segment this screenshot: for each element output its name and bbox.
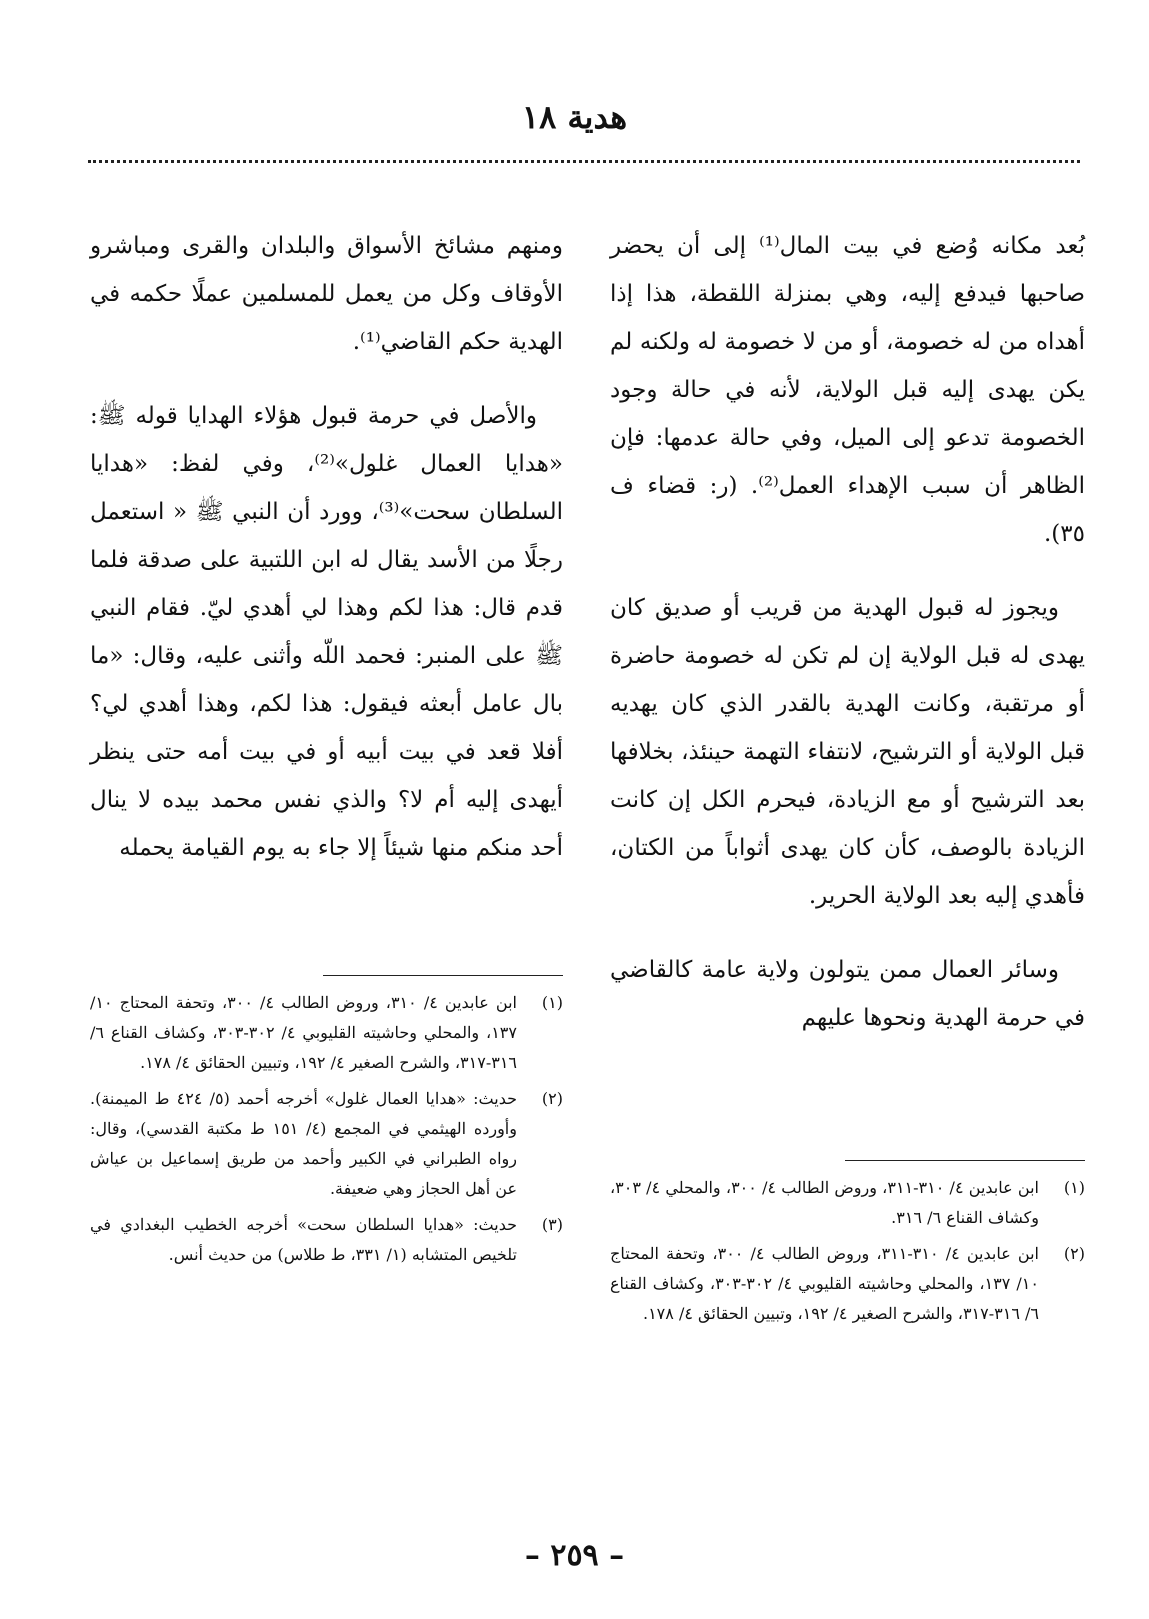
right-paragraph-1: بُعد مكانه وُضع في بيت المال⁽¹⁾ إلى أن يحضر صاحبها فيدفع إليه، وهي بمنزلة اللقطة، هذا إذا أهداه من له خصومة، أو من لا خصومة له ولكنه لم يكن يهدى إليه قبل الولاية، لأنه في حالة وجود الخصومة تدعو إلى الميل، وفي حالة عدمها: فإن الظاهر أن سبب الإهداء العمل⁽²⁾. (ر: قضاء ف ٣٥). — [610, 233, 1086, 547]
footnote — [90, 988, 563, 1078]
right-paragraph-3: وسائر العمال ممن يتولون ولاية عامة كالقاضي في حرمة الهدية ونحوها عليهم — [610, 957, 1085, 1031]
left-text-column — [90, 222, 563, 898]
right-text-column — [610, 222, 1085, 1068]
right-paragraph-2: ويجوز له قبول الهدية من قريب أو صديق كان يهدى له قبل الولاية إن لم تكن له خصومة حاضرة أو مرتقبة، وكانت الهدية بالقدر الذي كان يهديه قبل الولاية أو الترشيح، لانتفاء التهمة حينئذ، بخلافها بعد الترشيح أو مع الزيادة، فيحرم الكل إن كانت الزيادة بالوصف، كأن كان يهدى أثواباً من الكتان، فأهدي إليه بعد الولاية الحرير. — [610, 595, 1085, 909]
footnote-number: (٣) — [541, 1215, 563, 1234]
footnote-number: (٢) — [541, 1089, 563, 1108]
page-title: هدية ١٨ — [521, 98, 628, 136]
footnote-text: حديث: «هدايا العمال غلول» أخرجه أحمد (٥/ ٤٢٤ ط الميمنة). وأورده الهيثمي في المجمع (٤/ ١٥١ ط مكتبة القدسي)، وقال: رواه الطبراني في الكبير وأحمد من طريق إسماعيل بن عياش عن أهل الحجاز وهي ضعيفة. — [90, 1089, 517, 1198]
title-dotted-divider — [88, 160, 1080, 163]
footnote-text: ابن عابدين ٤/ ٣١٠-٣١١، وروض الطالب ٤/ ٣٠٠، والمحلي ٤/ ٣٠٣، وكشاف القناع ٦/ ٣١٦. — [610, 1178, 1039, 1227]
left-paragraph-2: والأصل في حرمة قبول هؤلاء الهدايا قوله ﷺ: «هدايا العمال غلول»⁽²⁾، وفي لفظ: «هدايا السلطان سحت»⁽³⁾، وورد أن النبي ﷺ « استعمل رجلًا من الأسد يقال له ابن اللتبية على صدقة فلما قدم قال: هذا لكم وهذا لي أهدي ليّ. فقام النبي ﷺ على المنبر: فحمد اللّه وأثنى عليه، وقال: «ما بال عامل أبعثه فيقول: هذا لكم، وهذا أهدي لي؟ أفلا قعد في بيت أبيه أو في بيت أمه حتى ينظر أيهدى إليه أم لا؟ والذي نفس محمد بيده لا ينال أحد منكم منها شيئاً إلا جاء به يوم القيامة يحمله — [90, 403, 563, 861]
footnote — [90, 1210, 563, 1270]
left-footnotes — [90, 975, 563, 1276]
left-paragraph-1: ومنهم مشائخ الأسواق والبلدان والقرى ومباشرو الأوقاف وكل من يعمل للمسلمين عملًا حكمه في الهدية حكم القاضي⁽¹⁾. — [90, 233, 563, 355]
footnote-text: ابن عابدين ٤/ ٣١٠، وروض الطالب ٤/ ٣٠٠، وتحفة المحتاج ١٠/ ١٣٧، والمحلي وحاشيته القليوبي ٤/ ٣٠٢-٣٠٣، وكشاف القناع ٦/ ٣١٦-٣١٧، والشرح الصغير ٤/ ١٩٢، وتبيين الحقائق ٤/ ١٧٨. — [90, 993, 517, 1072]
footnote-number: (٢) — [1063, 1244, 1085, 1263]
footnote-divider — [323, 975, 563, 976]
footnote-number: (١) — [1063, 1178, 1085, 1197]
right-footnotes — [610, 1160, 1085, 1335]
footnote — [610, 1239, 1085, 1329]
footnote — [610, 1173, 1085, 1233]
footnote-number: (١) — [541, 993, 563, 1012]
page-number: – ٢٥٩ – — [524, 1538, 625, 1573]
footnote-text: ابن عابدين ٤/ ٣١٠-٣١١، وروض الطالب ٤/ ٣٠٠، وتحفة المحتاج ١٠/ ١٣٧، والمحلي وحاشيته القليوبي ٤/ ٣٠٢-٣٠٣، وكشاف القناع ٦/ ٣١٦-٣١٧، والشرح الصغير ٤/ ١٩٢، وتبيين الحقائق ٤/ ١٧٨. — [610, 1244, 1039, 1323]
footnote-text: حديث: «هدايا السلطان سحت» أخرجه الخطيب البغدادي في تلخيص المتشابه (١/ ٣٣١، ط طلاس) من حديث أنس. — [90, 1215, 517, 1264]
footnote — [90, 1084, 563, 1204]
footnote-divider — [845, 1160, 1085, 1161]
